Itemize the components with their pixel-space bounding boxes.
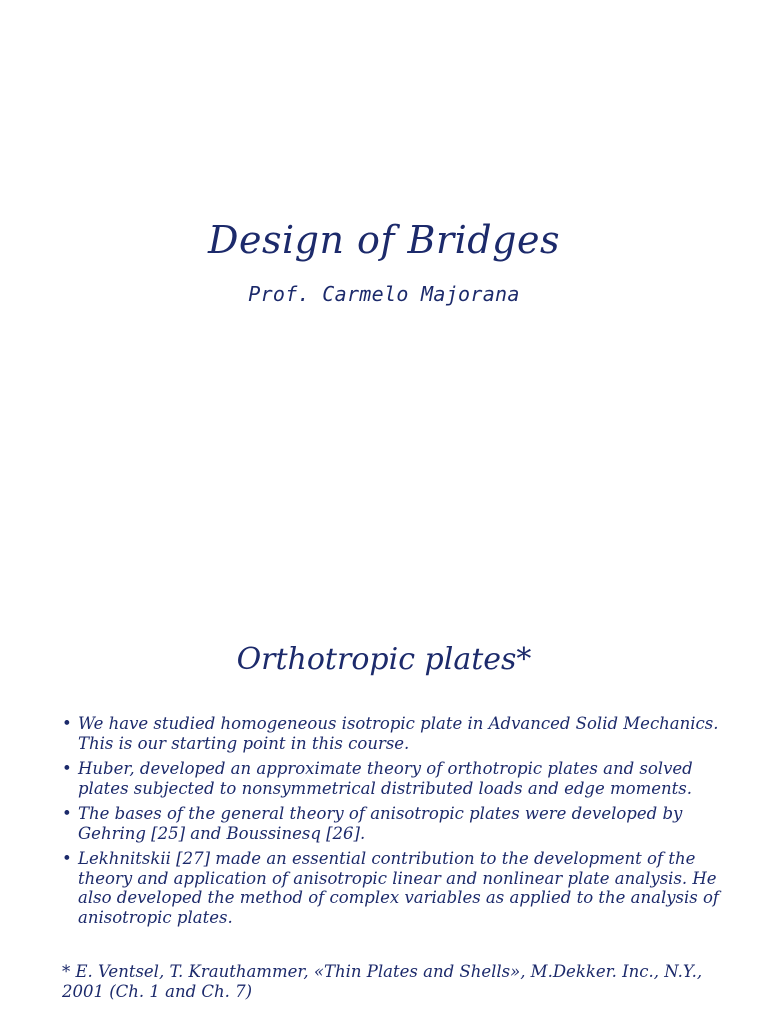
slide-title: Design of Bridges (208, 218, 560, 262)
bullet-icon: • (62, 849, 72, 868)
bullet-item (62, 804, 722, 843)
bullet-icon: • (62, 759, 72, 778)
content-slide (0, 512, 768, 1024)
bullet-item (62, 759, 722, 798)
bullet-icon: • (62, 714, 72, 733)
bullet-text: Huber, developed an approximate theory of orthotropic plates and solved plates subjected to nonsymmetrical distributed loads and edge moments. (78, 759, 693, 798)
bullet-item (62, 714, 722, 753)
bullet-icon: • (62, 804, 72, 823)
bullet-item (62, 849, 722, 927)
bullet-list (62, 714, 722, 933)
bullet-text: We have studied homogeneous isotropic plate in Advanced Solid Mechanics. This is our starting point in this course. (78, 714, 719, 753)
section-heading: Orthotropic plates* (236, 642, 532, 677)
bullet-text: The bases of the general theory of anisotropic plates were developed by Gehring [25] and Boussinesq [26]. (78, 804, 683, 843)
slide-subtitle: Prof. Carmelo Majorana (248, 282, 520, 306)
bullet-text: Lekhnitskii [27] made an essential contribution to the development of the theory and application of anisotropic linear and nonlinear plate analysis. He also developed the method of complex variables as applied to the analysis of anisotropic plates. (78, 849, 720, 927)
reference-footnote: * E. Ventsel, T. Krauthammer, «Thin Plates and Shells», M.Dekker. Inc., N.Y., 2001 (Ch. 1 and Ch. 7) (62, 962, 703, 1001)
